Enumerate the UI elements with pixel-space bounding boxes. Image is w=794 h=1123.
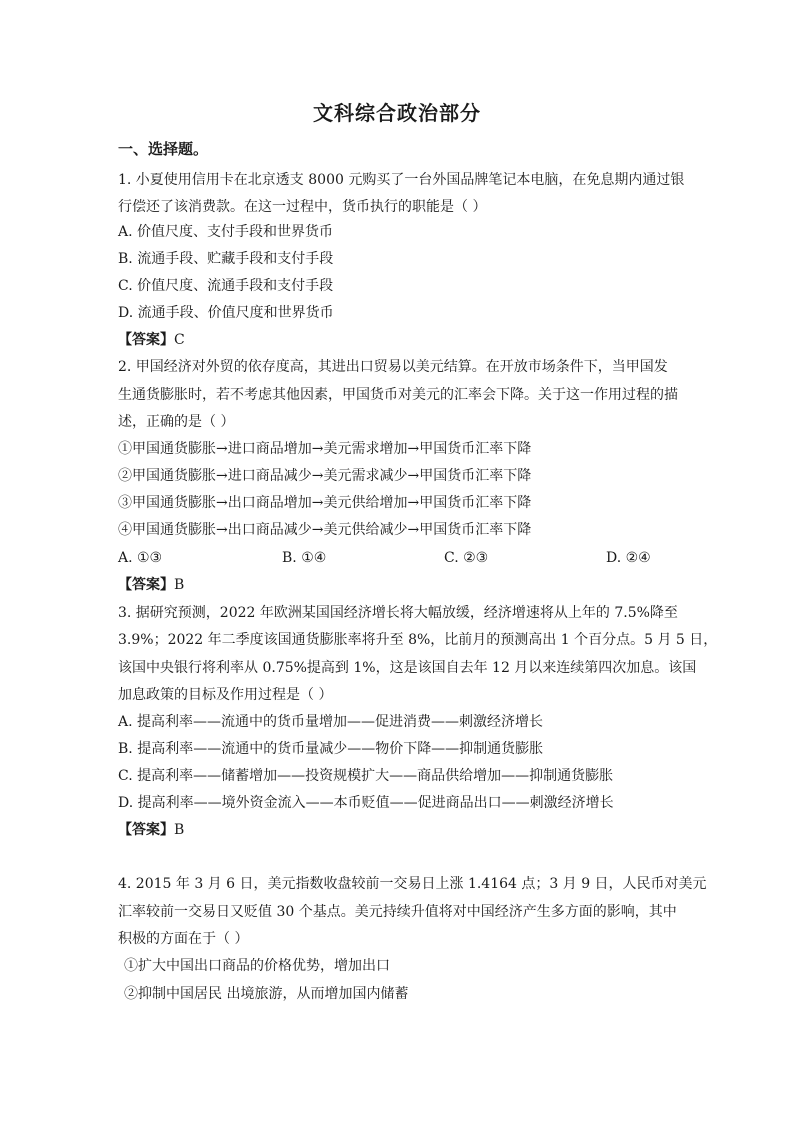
q3-option-a: A. 提高利率——流通中的货币量增加——促进消费——刺激经济增长: [118, 714, 544, 730]
q1-answer: [118, 330, 185, 350]
page-title: 文科综合政治部分: [313, 101, 481, 125]
answer-tag: 【答案】: [118, 332, 174, 348]
q2-item-1: ①甲国通货膨胀→进口商品增加→美元需求增加→甲国货币汇率下降: [118, 441, 532, 457]
q2-option-b: B. ①④: [282, 550, 327, 566]
q2-option-c: C. ②③: [444, 550, 489, 566]
q3-stem-line-2: 3.9%；2022 年二季度该国通货膨胀率将升至 8%，比前月的预测高出 1 个百分点。5 月 5 日，: [118, 632, 718, 648]
q1-option-b: B. 流通手段、贮藏手段和支付手段: [118, 251, 334, 267]
q2-stem-line-3: 述，正确的是（ ）: [118, 414, 235, 430]
answer-value: C: [174, 332, 185, 348]
q3-option-d: D. 提高利率——境外资金流入——本币贬值——促进商品出口——刺激经济增长: [118, 795, 614, 811]
q1-stem-line-2: 行偿还了该消费款。在这一过程中，货币执行的职能是（ ）: [118, 199, 487, 215]
q2-stem-line-1: 2. 甲国经济对外贸的依存度高，其进出口贸易以美元结算。在开放市场条件下，当甲国发: [118, 359, 668, 375]
answer-tag: 【答案】: [118, 822, 174, 838]
q2-item-3: ③甲国通货膨胀→出口商品增加→美元供给增加→甲国货币汇率下降: [118, 495, 532, 511]
q4-stem-line-1: 4. 2015 年 3 月 6 日，美元指数收盘较前一交易日上涨 1.4164 点；3 月 9 日，人民币对美元: [118, 876, 707, 892]
q2-item-2: ②甲国通货膨胀→进口商品减少→美元需求减少→甲国货币汇率下降: [118, 468, 532, 484]
q4-item-2: ②抑制中国居民 出境旅游，从而增加国内储蓄: [124, 986, 409, 1002]
q1-option-a: A. 价值尺度、支付手段和世界货币: [118, 224, 334, 240]
q2-options-row: [118, 548, 678, 568]
q4-stem-line-2: 汇率较前一交易日又贬值 30 个基点。美元持续升值将对中国经济产生多方面的影响，其中: [118, 904, 677, 920]
answer-value: B: [174, 822, 185, 838]
q1-stem-line-1: 1. 小夏使用信用卡在北京透支 8000 元购买了一台外国品牌笔记本电脑，在免息期内通过银: [118, 172, 685, 188]
q2-option-d: D. ②④: [606, 550, 651, 566]
answer-tag: 【答案】: [118, 577, 174, 593]
q3-option-b: B. 提高利率——流通中的货币量减少——物价下降——抑制通货膨胀: [118, 741, 544, 757]
q3-answer: [118, 820, 184, 840]
section-heading: 一、选择题。: [118, 140, 209, 158]
q2-answer: [118, 575, 184, 595]
q3-stem-line-4: 加息政策的目标及作用过程是（ ）: [118, 687, 333, 703]
q1-option-c: C. 价值尺度、流通手段和支付手段: [118, 278, 334, 294]
q2-stem-line-2: 生通货膨胀时，若不考虑其他因素，甲国货币对美元的汇率会下降。关于这一作用过程的描: [118, 387, 678, 403]
q1-option-d: D. 流通手段、价值尺度和世界货币: [118, 305, 334, 321]
answer-value: B: [174, 577, 185, 593]
q2-item-4: ④甲国通货膨胀→出口商品减少→美元供给减少→甲国货币汇率下降: [118, 522, 532, 538]
q3-stem-line-3: 该国中央银行将利率从 0.75%提高到 1%，这是该国自去年 12 月以来连续第四次加息。该国: [118, 660, 697, 676]
q3-option-c: C. 提高利率——储蓄增加——投资规模扩大——商品供给增加——抑制通货膨胀: [118, 768, 614, 784]
q2-option-a: A. ①③: [118, 550, 163, 566]
q4-stem-line-3: 积极的方面在于（ ）: [118, 931, 249, 947]
q4-item-1: ①扩大中国出口商品的价格优势，增加出口: [124, 958, 390, 974]
q3-stem-line-1: 3. 据研究预测，2022 年欧洲某国国经济增长将大幅放缓，经济增速将从上年的 7.5%降至: [118, 605, 678, 621]
